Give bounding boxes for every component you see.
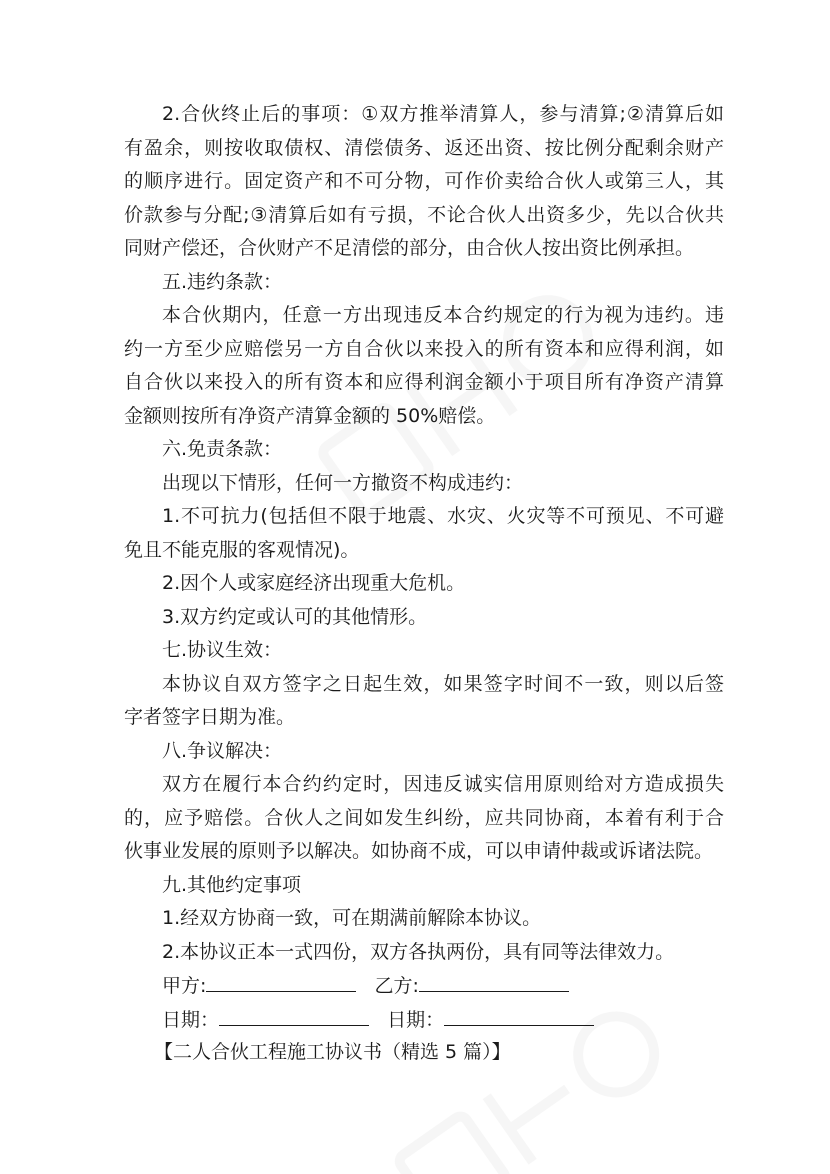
text-line: 的顺序进行。固定资产和不可分物，可作价卖给合伙人或第三人，其	[124, 170, 724, 192]
text-line: 免且不能克服的客观情况)。	[124, 538, 360, 561]
text-line: 有盈余，则按收取债权、清偿债务、返还出资、按比例分配剩余财产	[124, 136, 724, 159]
text-line: 同财产偿还，合伙财产不足清偿的部分，由合伙人按出资比例承担。	[124, 237, 695, 259]
text-line: 六.免责条款：	[162, 438, 283, 460]
text-line: 双方在履行本合约约定时，因违反诚实信用原则给对方造成损失	[162, 773, 724, 795]
text-line: 出现以下情形，任何一方撤资不构成违约：	[162, 471, 524, 494]
text-line: 字者签字日期为准。	[124, 706, 296, 728]
party-b-blank	[419, 969, 569, 992]
date-b-label: 日期：	[387, 1008, 445, 1031]
date-a-label: 日期：	[162, 1008, 220, 1031]
date-signature-line	[124, 1003, 724, 1037]
party-a-blank	[206, 969, 356, 992]
text-line: 2.因个人或家庭经济出现重大危机。	[162, 572, 466, 594]
text-line: 价款参与分配;③清算后如有亏损，不论合伙人出资多少，先以合伙共	[124, 203, 724, 226]
text-line: 金额则按所有净资产清算金额的 50%赔偿。	[124, 404, 496, 427]
text-line: 九.其他约定事项	[162, 873, 302, 896]
text-line: 1.不可抗力(包括但不限于地震、水灾、火灾等不可预见、不可避	[162, 505, 724, 527]
date-a-blank	[219, 1003, 369, 1026]
document-body	[124, 98, 724, 1070]
text-line: 的，应予赔偿。合伙人之间如发生纠纷，应共同协商，本着有利于合	[124, 806, 724, 829]
date-b-blank	[444, 1003, 594, 1026]
text-line: 七.协议生效：	[162, 639, 283, 661]
text-line: 2.本协议正本一式四份，双方各执两份，具有同等法律效力。	[162, 940, 675, 963]
text-lines	[124, 98, 724, 969]
text-line: 本协议自双方签字之日起生效，如果签字时间不一致，则以后签	[162, 672, 724, 695]
text-line: 五.违约条款：	[162, 270, 283, 293]
party-signature-line	[124, 969, 724, 1003]
text-line: 自合伙以来投入的所有资本和应得利润金额小于项目所有净资产清算	[124, 371, 724, 393]
footer-title: 【二人合伙工程施工协议书（精选 5 篇）】	[154, 1041, 511, 1063]
party-a-label: 甲方:	[162, 975, 207, 997]
text-line: 2.合伙终止后的事项：①双方推举清算人，参与清算;②清算后如	[162, 103, 724, 125]
text-line: 1.经双方协商一致，可在期满前解除本协议。	[162, 907, 542, 929]
text-line: 本合伙期内，任意一方出现违反本合约规定的行为视为违约。违	[162, 304, 724, 326]
text-line: 伙事业发展的原则予以解决。如协商不成，可以申请仲裁或诉诸法院。	[124, 840, 714, 862]
text-line: 约一方至少应赔偿另一方自合伙以来投入的所有资本和应得利润，如	[124, 337, 724, 360]
text-line: 八.争议解决：	[162, 739, 283, 762]
text-line: 3.双方约定或认可的其他情形。	[162, 605, 428, 628]
party-b-label: 乙方:	[374, 975, 419, 997]
